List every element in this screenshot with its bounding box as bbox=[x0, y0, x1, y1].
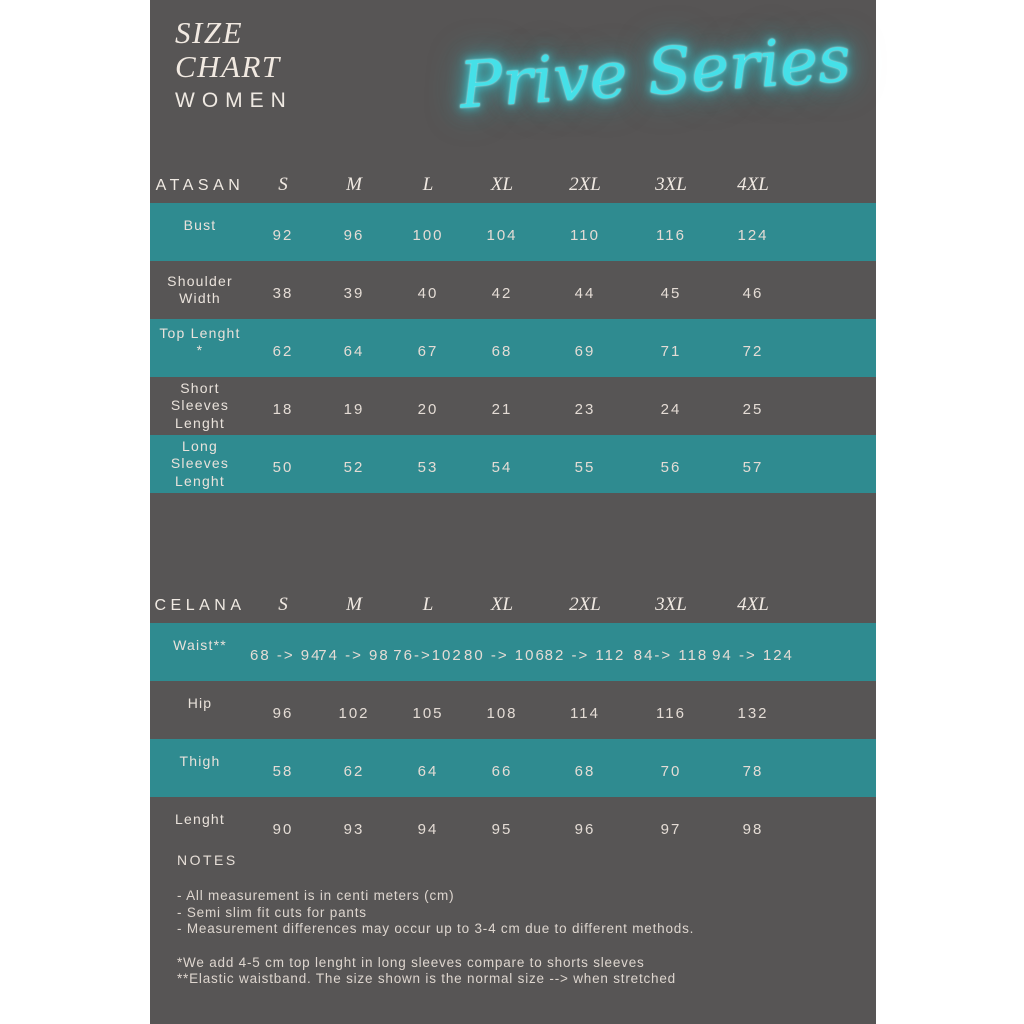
note-item: - All measurement is in centi meters (cm) bbox=[177, 888, 455, 903]
table-row-hip bbox=[150, 681, 876, 739]
value-cell: 45 bbox=[660, 284, 682, 302]
value-cell: 92 bbox=[272, 226, 294, 244]
value-cell: 105 bbox=[412, 704, 444, 722]
value-cell: 132 bbox=[737, 704, 769, 722]
value-cell: 24 bbox=[660, 400, 682, 418]
value-cell: 62 bbox=[272, 342, 294, 360]
value-cell: 46 bbox=[742, 284, 764, 302]
size-header-s: S bbox=[278, 174, 288, 195]
celana-table bbox=[150, 575, 876, 855]
value-cell: 44 bbox=[574, 284, 596, 302]
value-cell: 52 bbox=[343, 458, 365, 476]
value-cell: 110 bbox=[570, 226, 600, 244]
value-cell: 108 bbox=[486, 704, 518, 722]
value-cell: 70 bbox=[660, 762, 682, 780]
row-label: Lenght bbox=[174, 811, 226, 828]
size-header-m: M bbox=[346, 174, 362, 195]
value-cell: 58 bbox=[272, 762, 294, 780]
row-label: Thigh bbox=[179, 753, 221, 770]
value-cell: 100 bbox=[412, 226, 444, 244]
table-row-top-lenght bbox=[150, 319, 876, 377]
section-label-celana: CELANA bbox=[154, 597, 246, 614]
value-cell: 39 bbox=[343, 284, 365, 302]
table-row-bust bbox=[150, 203, 876, 261]
value-cell: 42 bbox=[491, 284, 513, 302]
row-label: Top Lenght * bbox=[159, 324, 241, 358]
value-cell: 102 bbox=[338, 704, 370, 722]
value-cell: 78 bbox=[742, 762, 764, 780]
size-header-4xl: 4XL bbox=[737, 594, 769, 615]
size-header-2xl: 2XL bbox=[569, 594, 601, 615]
value-cell: 57 bbox=[742, 458, 764, 476]
value-cell: 82 -> 112 bbox=[544, 646, 626, 664]
poster-canvas bbox=[150, 0, 876, 1024]
notes-section bbox=[177, 852, 858, 988]
table-row-lenght bbox=[150, 797, 876, 855]
value-cell: 116 bbox=[656, 704, 686, 722]
size-header-3xl: 3XL bbox=[655, 174, 687, 195]
size-chart-title bbox=[175, 16, 293, 113]
value-cell: 54 bbox=[491, 458, 513, 476]
row-label: Waist** bbox=[173, 637, 227, 654]
value-cell: 93 bbox=[343, 820, 365, 838]
value-cell: 71 bbox=[660, 342, 682, 360]
size-header-s: S bbox=[278, 594, 288, 615]
size-header-l: L bbox=[422, 174, 434, 195]
size-header-m: M bbox=[346, 594, 362, 615]
size-header-2xl: 2XL bbox=[569, 174, 601, 195]
value-cell: 114 bbox=[570, 704, 600, 722]
table-row-thigh bbox=[150, 739, 876, 797]
size-header-l: L bbox=[422, 594, 434, 615]
size-header-xl: XL bbox=[490, 174, 514, 195]
value-cell: 56 bbox=[660, 458, 682, 476]
value-cell: 97 bbox=[660, 820, 682, 838]
value-cell: 66 bbox=[491, 762, 513, 780]
footnote-top-lenght: *We add 4-5 cm top lenght in long sleeves compare to shorts sleeves bbox=[177, 954, 645, 970]
value-cell: 23 bbox=[574, 400, 596, 418]
value-cell: 50 bbox=[272, 458, 294, 476]
value-cell: 38 bbox=[272, 284, 294, 302]
value-cell: 64 bbox=[417, 762, 439, 780]
value-cell: 68 bbox=[491, 342, 513, 360]
value-cell: 19 bbox=[343, 400, 365, 418]
value-cell: 21 bbox=[491, 400, 513, 418]
row-label: Bust bbox=[183, 217, 217, 234]
value-cell: 84-> 118 bbox=[633, 646, 709, 664]
atasan-header-row bbox=[150, 155, 876, 203]
value-cell: 25 bbox=[742, 400, 764, 418]
value-cell: 96 bbox=[272, 704, 294, 722]
value-cell: 72 bbox=[742, 342, 764, 360]
value-cell: 76->102 bbox=[393, 646, 463, 664]
row-label: Long Sleeves Lenght bbox=[170, 437, 230, 489]
celana-header-row bbox=[150, 575, 876, 623]
table-row-short-sleeves-lenght bbox=[150, 377, 876, 435]
table-row-shoulder-width bbox=[150, 261, 876, 319]
value-cell: 67 bbox=[417, 342, 439, 360]
value-cell: 98 bbox=[742, 820, 764, 838]
row-label: Shoulder Width bbox=[167, 272, 233, 306]
value-cell: 96 bbox=[574, 820, 596, 838]
table-row-long-sleeves-lenght bbox=[150, 435, 876, 493]
note-item: - Semi slim fit cuts for pants bbox=[177, 904, 367, 920]
value-cell: 80 -> 106 bbox=[464, 646, 546, 664]
value-cell: 90 bbox=[272, 820, 294, 838]
row-label: Hip bbox=[187, 695, 213, 712]
value-cell: 55 bbox=[574, 458, 596, 476]
value-cell: 95 bbox=[491, 820, 513, 838]
value-cell: 94 -> 124 bbox=[712, 646, 794, 664]
value-cell: 96 bbox=[343, 226, 365, 244]
title-line-size: SIZE bbox=[175, 15, 243, 50]
row-label: Short Sleeves Lenght bbox=[170, 379, 230, 431]
note-item: - Measurement differences may occur up to 3-4 cm due to different methods. bbox=[177, 921, 695, 936]
value-cell: 68 bbox=[574, 762, 596, 780]
prive-series-neon-title: Prive Series bbox=[456, 21, 854, 124]
footnote-waistband: **Elastic waistband. The size shown is the normal size --> when stretched bbox=[177, 971, 676, 986]
value-cell: 94 bbox=[417, 820, 439, 838]
value-cell: 116 bbox=[656, 226, 686, 244]
value-cell: 68 -> 94 bbox=[250, 646, 322, 664]
value-cell: 104 bbox=[486, 226, 518, 244]
value-cell: 53 bbox=[417, 458, 439, 476]
value-cell: 64 bbox=[343, 342, 365, 360]
footnotes bbox=[177, 955, 858, 988]
notes-heading: NOTES bbox=[177, 852, 238, 868]
size-header-3xl: 3XL bbox=[655, 594, 687, 615]
size-header-xl: XL bbox=[490, 594, 514, 615]
value-cell: 40 bbox=[417, 284, 439, 302]
value-cell: 20 bbox=[417, 400, 439, 418]
atasan-table bbox=[150, 155, 876, 493]
section-label-atasan: ATASAN bbox=[155, 177, 245, 194]
value-cell: 74 -> 98 bbox=[318, 646, 390, 664]
value-cell: 124 bbox=[737, 226, 769, 244]
value-cell: 18 bbox=[272, 400, 294, 418]
table-row-waist bbox=[150, 623, 876, 681]
value-cell: 62 bbox=[343, 762, 365, 780]
title-line-women: WOMEN bbox=[175, 89, 293, 113]
value-cell: 69 bbox=[574, 342, 596, 360]
title-line-chart: CHART bbox=[175, 49, 281, 85]
size-header-4xl: 4XL bbox=[737, 174, 769, 195]
